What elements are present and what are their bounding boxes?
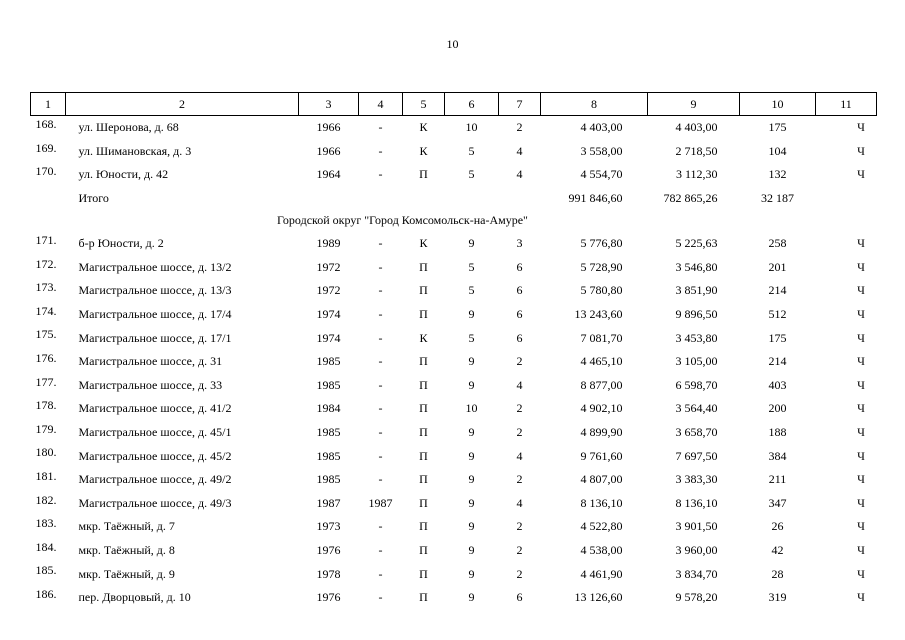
floors-cell: 9: [468, 377, 475, 392]
address-cell: Магистральное шоссе, д. 49/2: [78, 472, 232, 487]
column-header: 5: [403, 93, 445, 116]
year-cell: 1974: [316, 330, 341, 345]
wall-type-cell: П: [419, 377, 428, 392]
total-area-cell: 8 877,00: [580, 377, 623, 392]
year-cell: 1966: [316, 143, 341, 158]
address-cell: Магистральное шоссе, д. 17/4: [78, 307, 232, 322]
living-area-cell: 3 383,30: [675, 472, 718, 487]
address-cell: ул. Шеронова, д. 68: [78, 120, 179, 135]
living-area-cell: 5 225,63: [675, 236, 718, 251]
column-header: 7: [499, 93, 541, 116]
year-cell: 1966: [316, 120, 341, 135]
address-cell: б-р Юности, д. 2: [78, 236, 164, 251]
district-row: [31, 209, 877, 232]
floors-cell: 5: [468, 330, 475, 345]
wall-type-cell: К: [419, 143, 428, 158]
total-area-cell: 4 461,90: [580, 566, 623, 581]
column4-cell: -: [378, 590, 383, 605]
year-cell: 1985: [316, 354, 341, 369]
category-cell: Ч: [857, 354, 865, 369]
entrances-cell: 6: [516, 330, 523, 345]
address-cell: ул. Юности, д. 42: [78, 167, 169, 182]
table-row: [31, 492, 877, 516]
wall-type-cell: П: [419, 519, 428, 534]
column-header: 4: [359, 93, 403, 116]
year-cell: 1973: [316, 519, 341, 534]
living-area-cell: 3 453,80: [675, 330, 718, 345]
year-cell: 1964: [316, 167, 341, 182]
row-number: 178.: [35, 398, 57, 413]
table-row: [31, 350, 877, 374]
entrances-cell: 2: [516, 566, 523, 581]
residents-cell: 26: [771, 519, 784, 534]
category-cell: Ч: [857, 495, 865, 510]
category-cell: Ч: [857, 120, 865, 135]
floors-cell: 5: [468, 283, 475, 298]
total-label: Итого: [78, 190, 109, 205]
total-area-cell: 8 136,10: [580, 495, 623, 510]
year-cell: 1976: [316, 590, 341, 605]
wall-type-cell: П: [419, 307, 428, 322]
table-row: [31, 116, 877, 140]
living-area-cell: 3 564,40: [675, 401, 718, 416]
address-cell: Магистральное шоссе, д. 31: [78, 354, 223, 369]
entrances-cell: 2: [516, 472, 523, 487]
wall-type-cell: П: [419, 566, 428, 581]
total-area-cell: 7 081,70: [580, 330, 623, 345]
address-cell: мкр. Таёжный, д. 9: [78, 566, 175, 581]
wall-type-cell: П: [419, 167, 428, 182]
entrances-cell: 2: [516, 542, 523, 557]
category-cell: Ч: [857, 401, 865, 416]
entrances-cell: 6: [516, 307, 523, 322]
year-cell: 1978: [316, 566, 341, 581]
residents-cell: 188: [768, 425, 787, 440]
wall-type-cell: П: [419, 472, 428, 487]
floors-cell: 9: [468, 354, 475, 369]
entrances-cell: 2: [516, 519, 523, 534]
category-cell: Ч: [857, 167, 865, 182]
living-area-cell: 3 112,30: [675, 167, 718, 182]
category-cell: Ч: [857, 283, 865, 298]
table-row: [31, 444, 877, 468]
row-number: 180.: [35, 445, 57, 460]
row-number: 174.: [35, 303, 57, 318]
floors-cell: 9: [468, 236, 475, 251]
table-row: [31, 374, 877, 398]
floors-cell: 9: [468, 566, 475, 581]
column4-cell: -: [378, 425, 383, 440]
column-header: 9: [648, 93, 740, 116]
column4-cell: -: [378, 542, 383, 557]
year-cell: 1985: [316, 472, 341, 487]
residents-cell: 214: [768, 354, 787, 369]
living-area-cell: 3 851,90: [675, 283, 718, 298]
address-cell: Магистральное шоссе, д. 49/3: [78, 495, 232, 510]
residents-cell: 512: [768, 307, 787, 322]
wall-type-cell: П: [419, 542, 428, 557]
row-number: 170.: [35, 164, 57, 179]
living-area-cell: 7 697,50: [675, 448, 718, 463]
wall-type-cell: П: [419, 425, 428, 440]
category-cell: Ч: [857, 236, 865, 251]
year-cell: 1985: [316, 425, 341, 440]
category-cell: Ч: [857, 448, 865, 463]
category-cell: Ч: [857, 519, 865, 534]
total-area-cell: 9 761,60: [580, 448, 623, 463]
row-number: 173.: [35, 280, 57, 295]
category-cell: Ч: [857, 143, 865, 158]
table-row: [31, 256, 877, 280]
floors-cell: 9: [468, 425, 475, 440]
table-row: [31, 163, 877, 187]
category-cell: Ч: [857, 542, 865, 557]
total-area-cell: 4 899,90: [580, 425, 623, 440]
total-area-cell: 4 538,00: [580, 542, 623, 557]
column4-cell: -: [378, 283, 383, 298]
entrances-cell: 2: [516, 425, 523, 440]
category-cell: Ч: [857, 307, 865, 322]
table-row: [31, 515, 877, 539]
table-row: [31, 326, 877, 350]
column4-cell: -: [378, 120, 383, 135]
category-cell: Ч: [857, 259, 865, 274]
total-area-cell: 4 465,10: [580, 354, 623, 369]
year-cell: 1989: [316, 236, 341, 251]
floors-cell: 10: [465, 120, 478, 135]
year-cell: 1972: [316, 283, 341, 298]
wall-type-cell: К: [419, 236, 428, 251]
living-area-cell: 3 960,00: [675, 542, 718, 557]
living-area-cell: 3 658,70: [675, 425, 718, 440]
table-row: [31, 303, 877, 327]
living-area-cell: 2 718,50: [675, 143, 718, 158]
table-body-block1: [31, 116, 877, 187]
address-cell: мкр. Таёжный, д. 7: [78, 519, 175, 534]
residents-cell: 42: [771, 542, 784, 557]
row-number: 171.: [35, 232, 57, 247]
floors-cell: 5: [468, 167, 475, 182]
column4-cell: -: [378, 566, 383, 581]
page-number: 10: [446, 37, 459, 51]
living-area-cell: 3 105,00: [675, 354, 718, 369]
total-residents: 32 187: [761, 190, 794, 205]
address-cell: Магистральное шоссе, д. 33: [78, 377, 223, 392]
year-cell: 1987: [316, 495, 341, 510]
category-cell: Ч: [857, 590, 865, 605]
living-area-cell: 3 901,50: [675, 519, 718, 534]
row-number: 169.: [35, 140, 57, 155]
residents-cell: 347: [768, 495, 787, 510]
address-cell: ул. Шимановская, д. 3: [78, 143, 192, 158]
table-row: [31, 140, 877, 164]
category-cell: Ч: [857, 330, 865, 345]
row-number: 176.: [35, 350, 57, 365]
total-area-cell: 4 403,00: [580, 120, 623, 135]
entrances-cell: 4: [516, 495, 523, 510]
row-number: 177.: [35, 374, 57, 389]
year-cell: 1972: [316, 259, 341, 274]
living-area-cell: 9 896,50: [675, 307, 718, 322]
address-cell: Магистральное шоссе, д. 45/1: [78, 425, 232, 440]
floors-cell: 9: [468, 472, 475, 487]
entrances-cell: 2: [516, 120, 523, 135]
residents-cell: 201: [768, 259, 787, 274]
row-number: 181.: [35, 468, 57, 483]
row-number: 185.: [35, 563, 57, 578]
total-area-cell: 3 558,00: [580, 143, 623, 158]
column-header: 1: [31, 93, 66, 116]
row-number: 172.: [35, 256, 57, 271]
address-cell: Магистральное шоссе, д. 13/2: [78, 259, 232, 274]
wall-type-cell: П: [419, 283, 428, 298]
column4-cell: -: [378, 519, 383, 534]
address-cell: Магистральное шоссе, д. 41/2: [78, 401, 232, 416]
address-cell: Магистральное шоссе, д. 13/3: [78, 283, 232, 298]
row-number: 179.: [35, 421, 57, 436]
floors-cell: 9: [468, 495, 475, 510]
floors-cell: 9: [468, 590, 475, 605]
year-cell: 1984: [316, 401, 341, 416]
year-cell: 1974: [316, 307, 341, 322]
total-area-cell: 4 807,00: [580, 472, 623, 487]
total-area-cell: 4 522,80: [580, 519, 623, 534]
residents-cell: 104: [768, 143, 787, 158]
column4-cell: -: [378, 377, 383, 392]
floors-cell: 10: [465, 401, 478, 416]
entrances-cell: 6: [516, 259, 523, 274]
totals-block: [31, 187, 877, 232]
total-living-area: 782 865,26: [663, 190, 718, 205]
table-row: [31, 421, 877, 445]
entrances-cell: 3: [516, 236, 523, 251]
column-header: 11: [816, 93, 877, 116]
wall-type-cell: П: [419, 401, 428, 416]
wall-type-cell: П: [419, 259, 428, 274]
residents-cell: 214: [768, 283, 787, 298]
entrances-cell: 2: [516, 354, 523, 369]
total-area-cell: 5 780,80: [580, 283, 623, 298]
residents-cell: 28: [771, 566, 784, 581]
column4-cell: -: [378, 307, 383, 322]
wall-type-cell: П: [419, 448, 428, 463]
living-area-cell: 4 403,00: [675, 120, 718, 135]
residents-cell: 384: [768, 448, 787, 463]
living-area-cell: 3 834,70: [675, 566, 718, 581]
living-area-cell: 3 546,80: [675, 259, 718, 274]
residents-cell: 200: [768, 401, 787, 416]
column-header: 3: [299, 93, 359, 116]
total-area-cell: 13 243,60: [574, 307, 623, 322]
address-cell: мкр. Таёжный, д. 8: [78, 542, 175, 557]
address-cell: Магистральное шоссе, д. 45/2: [78, 448, 232, 463]
column-header: 2: [66, 93, 299, 116]
residents-cell: 211: [768, 472, 787, 487]
category-cell: Ч: [857, 472, 865, 487]
year-cell: 1985: [316, 448, 341, 463]
total-area-cell: 13 126,60: [574, 590, 623, 605]
residents-cell: 132: [768, 167, 787, 182]
residents-cell: 175: [768, 330, 787, 345]
entrances-cell: 4: [516, 448, 523, 463]
column4-cell: 1987: [368, 495, 393, 510]
wall-type-cell: К: [419, 330, 428, 345]
living-area-cell: 6 598,70: [675, 377, 718, 392]
total-area-cell: 4 902,10: [580, 401, 623, 416]
column-header: 6: [445, 93, 499, 116]
table-row: [31, 232, 877, 256]
column4-cell: -: [378, 330, 383, 345]
category-cell: Ч: [857, 566, 865, 581]
category-cell: Ч: [857, 425, 865, 440]
table-row: [31, 397, 877, 421]
table-row: [31, 279, 877, 303]
wall-type-cell: К: [419, 120, 428, 135]
column4-cell: -: [378, 448, 383, 463]
table-body-block2: [31, 232, 877, 610]
row-number: 175.: [35, 327, 57, 342]
total-area: 991 846,60: [568, 190, 623, 205]
column4-cell: -: [378, 401, 383, 416]
row-number: 182.: [35, 492, 57, 507]
address-cell: пер. Дворцовый, д. 10: [78, 590, 191, 605]
year-cell: 1985: [316, 377, 341, 392]
table-row: [31, 539, 877, 563]
entrances-cell: 4: [516, 377, 523, 392]
district-title: Городской округ "Город Комсомольск-на-Амуре": [277, 213, 528, 228]
floors-cell: 9: [468, 519, 475, 534]
floors-cell: 5: [468, 259, 475, 274]
address-cell: Магистральное шоссе, д. 17/1: [78, 330, 232, 345]
entrances-cell: 4: [516, 143, 523, 158]
total-area-cell: 5 776,80: [580, 236, 623, 251]
living-area-cell: 9 578,20: [675, 590, 718, 605]
row-number: 168.: [35, 117, 57, 131]
residents-cell: 258: [768, 236, 787, 251]
total-row: [31, 187, 877, 210]
column4-cell: -: [378, 143, 383, 158]
column4-cell: -: [378, 236, 383, 251]
column-header: 10: [740, 93, 816, 116]
row-number: 183.: [35, 516, 57, 531]
wall-type-cell: П: [419, 590, 428, 605]
total-area-cell: 5 728,90: [580, 259, 623, 274]
residents-cell: 403: [768, 377, 787, 392]
residents-cell: 319: [768, 590, 787, 605]
entrances-cell: 4: [516, 167, 523, 182]
wall-type-cell: П: [419, 495, 428, 510]
floors-cell: 9: [468, 307, 475, 322]
housing-register-table: [30, 92, 877, 609]
table-row: [31, 468, 877, 492]
column4-cell: -: [378, 167, 383, 182]
entrances-cell: 6: [516, 590, 523, 605]
floors-cell: 9: [468, 542, 475, 557]
wall-type-cell: П: [419, 354, 428, 369]
table-row: [31, 586, 877, 610]
column4-cell: -: [378, 259, 383, 274]
living-area-cell: 8 136,10: [675, 495, 718, 510]
row-number: 186.: [35, 586, 57, 601]
total-area-cell: 4 554,70: [580, 167, 623, 182]
year-cell: 1976: [316, 542, 341, 557]
entrances-cell: 2: [516, 401, 523, 416]
floors-cell: 9: [468, 448, 475, 463]
table-row: [31, 562, 877, 586]
category-cell: Ч: [857, 377, 865, 392]
column4-cell: -: [378, 472, 383, 487]
header-row: [31, 93, 877, 116]
column-header: 8: [541, 93, 648, 116]
column4-cell: -: [378, 354, 383, 369]
row-number: 184.: [35, 539, 57, 554]
entrances-cell: 6: [516, 283, 523, 298]
floors-cell: 5: [468, 143, 475, 158]
residents-cell: 175: [768, 120, 787, 135]
